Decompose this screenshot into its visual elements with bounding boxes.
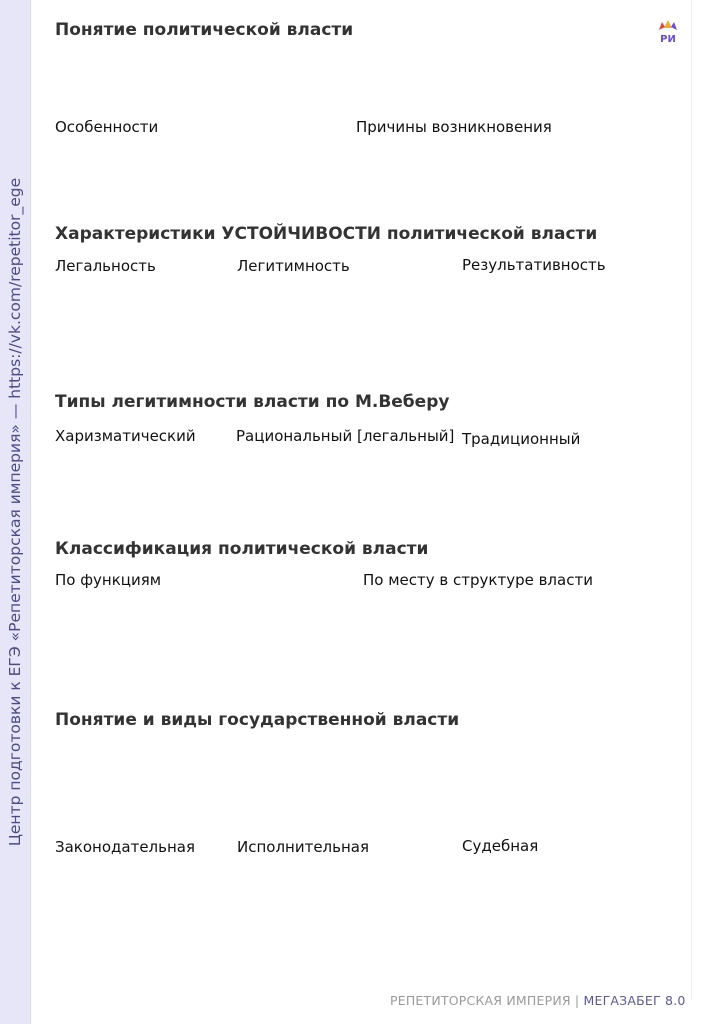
section-3-item-1: Харизматический: [55, 427, 196, 445]
right-divider: [691, 0, 692, 1000]
section-heading-1: Понятие политической власти: [55, 20, 354, 40]
section-1-item-2: Причины возникновения: [356, 118, 552, 136]
section-heading-4: Классификация политической власти: [55, 539, 429, 559]
footer-brand: РЕПЕТИТОРСКАЯ ИМПЕРИЯ |: [390, 993, 584, 1008]
sidebar: [0, 0, 30, 1024]
section-5-item-3: Судебная: [462, 837, 539, 855]
section-2-item-2: Легитимность: [237, 257, 350, 275]
section-3-item-3: Традиционный: [462, 430, 581, 448]
section-2-item-3: Результативность: [462, 256, 606, 274]
section-4-item-1: По функциям: [55, 571, 162, 589]
footer: [390, 993, 686, 1008]
section-5-item-1: Законодательная: [55, 838, 196, 856]
crown-logo-icon: [656, 18, 680, 44]
section-1-item-1: Особенности: [55, 118, 159, 136]
section-heading-2: Характеристики УСТОЙЧИВОСТИ политической власти: [55, 224, 598, 244]
section-heading-3: Типы легитимности власти по М.Веберу: [55, 392, 450, 412]
footer-event: МЕГАЗАБЕГ 8.0: [583, 993, 686, 1008]
sidebar-vertical-text: Центр подготовки к ЕГЭ «Репетиторская империя» — https://vk.com/repetitor_ege: [6, 177, 24, 847]
section-heading-5: Понятие и виды государственной власти: [55, 710, 460, 730]
logo-text: РИ: [660, 34, 676, 44]
section-2-item-1: Легальность: [55, 257, 156, 275]
sidebar-divider: [30, 0, 31, 1024]
section-4-item-2: По месту в структуре власти: [363, 571, 593, 589]
section-5-item-2: Исполнительная: [237, 838, 370, 856]
section-3-item-2: Рациональный [легальный]: [236, 427, 455, 445]
